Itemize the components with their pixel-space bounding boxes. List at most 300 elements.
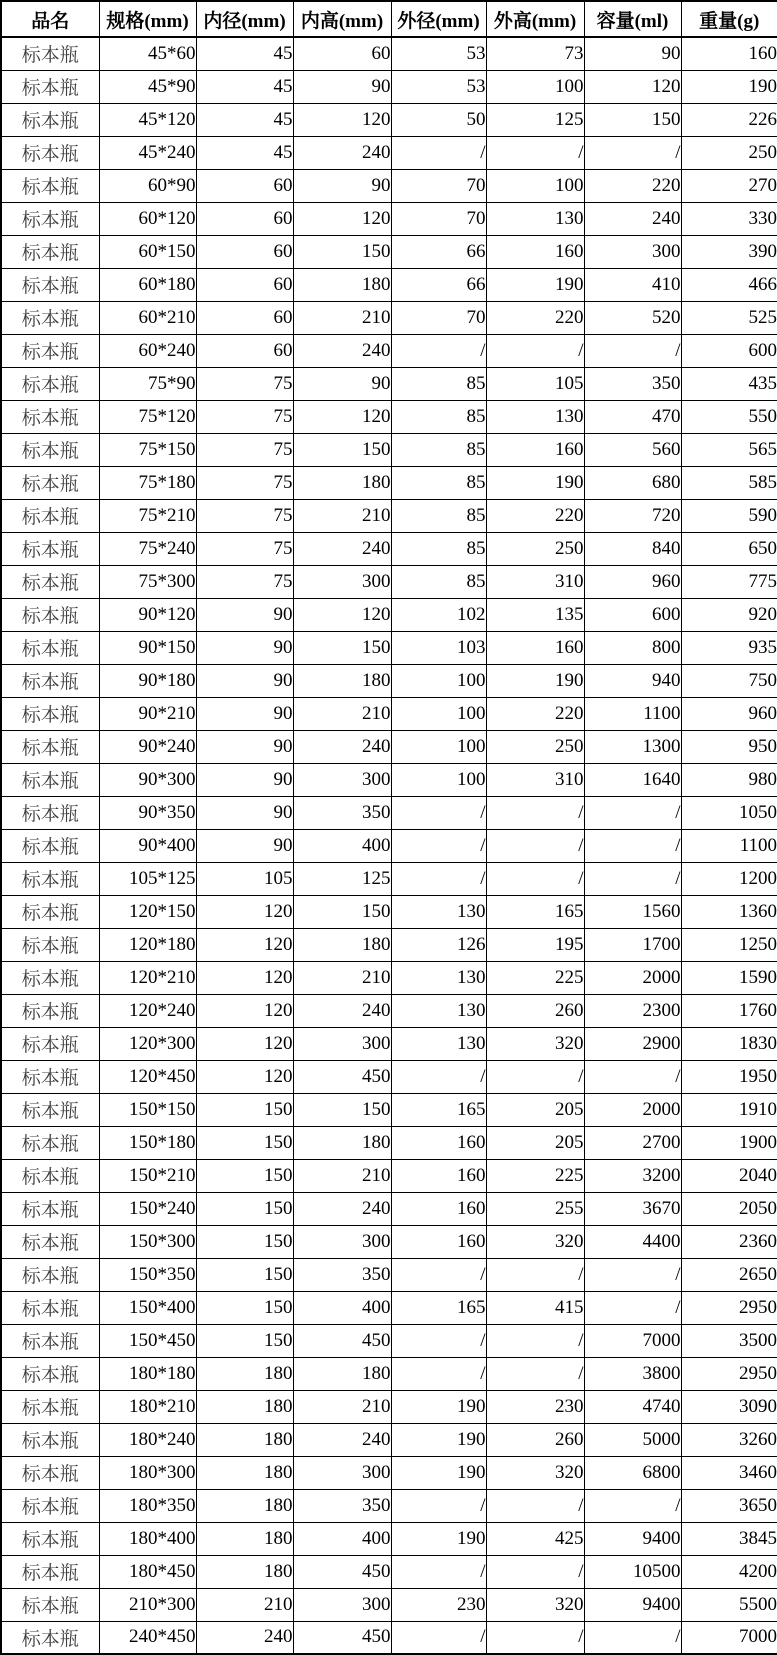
table-cell: 180	[196, 1489, 293, 1522]
table-cell: 680	[584, 466, 681, 499]
table-cell: 210	[293, 1159, 391, 1192]
table-cell: 60	[196, 202, 293, 235]
table-cell: 310	[486, 763, 584, 796]
table-row	[1, 1192, 777, 1225]
table-row	[1, 1324, 777, 1357]
table-cell: 240	[196, 1621, 293, 1654]
product-name-cell: 标本瓶	[1, 1555, 99, 1588]
table-row	[1, 202, 777, 235]
table-cell: 300	[293, 1225, 391, 1258]
table-cell: 2000	[584, 961, 681, 994]
table-cell: /	[486, 1324, 584, 1357]
table-cell: /	[486, 1357, 584, 1390]
table-cell: 650	[681, 532, 777, 565]
table-cell: 1360	[681, 895, 777, 928]
table-cell: 90*400	[99, 829, 196, 862]
table-cell: 1700	[584, 928, 681, 961]
table-row	[1, 136, 777, 169]
table-cell: 180	[196, 1423, 293, 1456]
table-cell: 240	[293, 532, 391, 565]
table-cell: 180	[196, 1390, 293, 1423]
table-cell: 180	[196, 1456, 293, 1489]
table-cell: 350	[293, 1489, 391, 1522]
table-cell: 250	[486, 532, 584, 565]
table-cell: /	[391, 136, 486, 169]
table-cell: 60	[196, 334, 293, 367]
table-cell: 435	[681, 367, 777, 400]
table-cell: 120	[196, 895, 293, 928]
table-cell: 1100	[681, 829, 777, 862]
table-row	[1, 994, 777, 1027]
product-name-cell: 标本瓶	[1, 301, 99, 334]
table-cell: 53	[391, 70, 486, 103]
table-cell: /	[584, 1621, 681, 1654]
table-cell: 210	[293, 697, 391, 730]
table-cell: /	[391, 1258, 486, 1291]
table-cell: 225	[486, 961, 584, 994]
table-cell: 85	[391, 499, 486, 532]
table-cell: 45	[196, 37, 293, 70]
table-cell: 230	[486, 1390, 584, 1423]
table-row	[1, 1522, 777, 1555]
table-row	[1, 1588, 777, 1621]
table-cell: 320	[486, 1027, 584, 1060]
table-cell: 190	[486, 466, 584, 499]
table-cell: 220	[486, 301, 584, 334]
table-cell: 1200	[681, 862, 777, 895]
table-cell: 60*240	[99, 334, 196, 367]
table-cell: 2700	[584, 1126, 681, 1159]
table-cell: 160	[391, 1126, 486, 1159]
table-cell: 60	[196, 169, 293, 202]
table-cell: 60	[196, 235, 293, 268]
table-cell: 600	[584, 598, 681, 631]
table-cell: 520	[584, 301, 681, 334]
table-row	[1, 1621, 777, 1654]
table-cell: 90	[196, 697, 293, 730]
table-cell: 90*240	[99, 730, 196, 763]
table-row	[1, 400, 777, 433]
table-cell: 220	[584, 169, 681, 202]
table-cell: 240	[584, 202, 681, 235]
table-cell: 250	[486, 730, 584, 763]
product-name-cell: 标本瓶	[1, 1192, 99, 1225]
table-cell: 90*150	[99, 631, 196, 664]
table-row	[1, 301, 777, 334]
table-cell: 220	[486, 499, 584, 532]
table-cell: 260	[486, 994, 584, 1027]
table-cell: 105	[486, 367, 584, 400]
table-cell: 150	[293, 631, 391, 664]
table-cell: 590	[681, 499, 777, 532]
table-cell: 160	[391, 1159, 486, 1192]
table-cell: 240	[293, 334, 391, 367]
table-cell: 260	[486, 1423, 584, 1456]
table-cell: 400	[293, 1291, 391, 1324]
table-cell: 120	[293, 400, 391, 433]
table-cell: 350	[584, 367, 681, 400]
table-cell: 60*150	[99, 235, 196, 268]
table-cell: 150	[196, 1126, 293, 1159]
product-name-cell: 标本瓶	[1, 433, 99, 466]
table-row	[1, 1555, 777, 1588]
table-cell: 100	[391, 697, 486, 730]
table-cell: 3650	[681, 1489, 777, 1522]
table-cell: 450	[293, 1621, 391, 1654]
table-row	[1, 730, 777, 763]
table-cell: 150*300	[99, 1225, 196, 1258]
table-row	[1, 1060, 777, 1093]
product-name-cell: 标本瓶	[1, 994, 99, 1027]
table-cell: 70	[391, 202, 486, 235]
table-cell: 1590	[681, 961, 777, 994]
product-name-cell: 标本瓶	[1, 862, 99, 895]
table-row	[1, 334, 777, 367]
table-cell: 10500	[584, 1555, 681, 1588]
table-cell: 2360	[681, 1225, 777, 1258]
product-name-cell: 标本瓶	[1, 1225, 99, 1258]
table-cell: 935	[681, 631, 777, 664]
table-row	[1, 1093, 777, 1126]
product-name-cell: 标本瓶	[1, 1621, 99, 1654]
table-row	[1, 37, 777, 70]
table-cell: 130	[391, 961, 486, 994]
table-cell: 90	[196, 730, 293, 763]
table-cell: 2300	[584, 994, 681, 1027]
table-cell: 75	[196, 367, 293, 400]
table-row	[1, 697, 777, 730]
product-name-cell: 标本瓶	[1, 136, 99, 169]
table-cell: /	[584, 334, 681, 367]
table-row	[1, 103, 777, 136]
product-name-cell: 标本瓶	[1, 1258, 99, 1291]
table-row	[1, 763, 777, 796]
table-cell: 225	[486, 1159, 584, 1192]
table-cell: 150	[293, 895, 391, 928]
column-header-4: 外径(mm)	[391, 1, 486, 37]
table-cell: 75	[196, 433, 293, 466]
table-cell: 180	[293, 268, 391, 301]
column-header-3: 内高(mm)	[293, 1, 391, 37]
table-cell: /	[486, 334, 584, 367]
table-cell: 120	[584, 70, 681, 103]
table-cell: 75	[196, 499, 293, 532]
table-cell: 180*210	[99, 1390, 196, 1423]
product-name-cell: 标本瓶	[1, 268, 99, 301]
table-cell: 160	[486, 433, 584, 466]
table-cell: 90*180	[99, 664, 196, 697]
table-cell: 90*210	[99, 697, 196, 730]
table-cell: 150*450	[99, 1324, 196, 1357]
table-cell: /	[391, 1555, 486, 1588]
product-name-cell: 标本瓶	[1, 928, 99, 961]
table-row	[1, 1489, 777, 1522]
table-cell: 980	[681, 763, 777, 796]
table-cell: 190	[486, 664, 584, 697]
table-cell: 130	[391, 994, 486, 1027]
product-name-cell: 标本瓶	[1, 37, 99, 70]
table-cell: 120	[196, 928, 293, 961]
table-row	[1, 631, 777, 664]
table-cell: 90	[196, 664, 293, 697]
table-body	[1, 37, 777, 1654]
table-cell: /	[486, 862, 584, 895]
table-cell: 120*300	[99, 1027, 196, 1060]
table-row	[1, 598, 777, 631]
table-row	[1, 169, 777, 202]
table-cell: 180*180	[99, 1357, 196, 1390]
product-name-cell: 标本瓶	[1, 1126, 99, 1159]
table-cell: 210	[293, 1390, 391, 1423]
table-cell: 210	[293, 301, 391, 334]
product-name-cell: 标本瓶	[1, 1588, 99, 1621]
table-cell: 102	[391, 598, 486, 631]
table-cell: 230	[391, 1588, 486, 1621]
table-cell: 180*240	[99, 1423, 196, 1456]
table-cell: 150*150	[99, 1093, 196, 1126]
table-cell: 1100	[584, 697, 681, 730]
table-cell: 9400	[584, 1588, 681, 1621]
table-cell: 190	[681, 70, 777, 103]
table-cell: 210	[293, 499, 391, 532]
table-cell: 180	[196, 1357, 293, 1390]
table-cell: 190	[391, 1390, 486, 1423]
table-cell: /	[486, 1258, 584, 1291]
table-cell: 90	[196, 829, 293, 862]
table-cell: 7000	[584, 1324, 681, 1357]
table-cell: /	[486, 796, 584, 829]
table-cell: 2900	[584, 1027, 681, 1060]
table-row	[1, 664, 777, 697]
table-cell: /	[584, 829, 681, 862]
table-cell: 75*150	[99, 433, 196, 466]
table-cell: 960	[584, 565, 681, 598]
table-cell: 120	[293, 103, 391, 136]
product-name-cell: 标本瓶	[1, 1159, 99, 1192]
table-cell: 450	[293, 1555, 391, 1588]
table-cell: 3500	[681, 1324, 777, 1357]
table-cell: 66	[391, 268, 486, 301]
table-cell: 3800	[584, 1357, 681, 1390]
table-cell: 75*240	[99, 532, 196, 565]
product-name-cell: 标本瓶	[1, 664, 99, 697]
table-cell: 585	[681, 466, 777, 499]
table-cell: 210*300	[99, 1588, 196, 1621]
table-cell: 205	[486, 1093, 584, 1126]
table-cell: 720	[584, 499, 681, 532]
product-name-cell: 标本瓶	[1, 1093, 99, 1126]
table-cell: 2650	[681, 1258, 777, 1291]
header-row	[1, 1, 777, 37]
table-cell: 5500	[681, 1588, 777, 1621]
table-row	[1, 1390, 777, 1423]
table-cell: 150*400	[99, 1291, 196, 1324]
table-cell: 3670	[584, 1192, 681, 1225]
table-cell: 45*90	[99, 70, 196, 103]
table-cell: /	[486, 136, 584, 169]
table-cell: 53	[391, 37, 486, 70]
table-cell: /	[584, 1489, 681, 1522]
table-cell: 190	[486, 268, 584, 301]
table-cell: 2000	[584, 1093, 681, 1126]
table-cell: 165	[486, 895, 584, 928]
table-cell: 250	[681, 136, 777, 169]
table-cell: 3090	[681, 1390, 777, 1423]
product-name-cell: 标本瓶	[1, 763, 99, 796]
table-row	[1, 1291, 777, 1324]
table-cell: 950	[681, 730, 777, 763]
table-row	[1, 1456, 777, 1489]
table-cell: 940	[584, 664, 681, 697]
table-cell: 150*240	[99, 1192, 196, 1225]
table-cell: 1900	[681, 1126, 777, 1159]
table-cell: /	[391, 1060, 486, 1093]
table-cell: 3460	[681, 1456, 777, 1489]
table-cell: 45*60	[99, 37, 196, 70]
product-name-cell: 标本瓶	[1, 367, 99, 400]
table-cell: 120	[196, 961, 293, 994]
product-name-cell: 标本瓶	[1, 1060, 99, 1093]
table-cell: 4200	[681, 1555, 777, 1588]
table-cell: 45*120	[99, 103, 196, 136]
table-cell: 75*120	[99, 400, 196, 433]
product-name-cell: 标本瓶	[1, 598, 99, 631]
table-cell: 150	[196, 1192, 293, 1225]
table-cell: 1950	[681, 1060, 777, 1093]
product-name-cell: 标本瓶	[1, 466, 99, 499]
table-row	[1, 466, 777, 499]
table-cell: 210	[293, 961, 391, 994]
table-row	[1, 367, 777, 400]
table-cell: 226	[681, 103, 777, 136]
table-cell: 90	[293, 367, 391, 400]
product-name-cell: 标本瓶	[1, 1291, 99, 1324]
table-cell: 105*125	[99, 862, 196, 895]
table-cell: 350	[293, 796, 391, 829]
table-cell: 100	[486, 169, 584, 202]
product-name-cell: 标本瓶	[1, 895, 99, 928]
table-cell: 1760	[681, 994, 777, 1027]
table-cell: 103	[391, 631, 486, 664]
product-name-cell: 标本瓶	[1, 1324, 99, 1357]
table-cell: 9400	[584, 1522, 681, 1555]
table-cell: 70	[391, 301, 486, 334]
table-cell: 466	[681, 268, 777, 301]
table-cell: /	[584, 796, 681, 829]
table-cell: 100	[391, 730, 486, 763]
table-cell: /	[391, 862, 486, 895]
table-cell: 75*180	[99, 466, 196, 499]
table-cell: 470	[584, 400, 681, 433]
table-cell: 150*350	[99, 1258, 196, 1291]
product-name-cell: 标本瓶	[1, 1357, 99, 1390]
table-cell: 300	[293, 763, 391, 796]
table-cell: 3845	[681, 1522, 777, 1555]
table-cell: 85	[391, 565, 486, 598]
table-cell: 300	[293, 565, 391, 598]
table-cell: 45	[196, 136, 293, 169]
table-cell: 550	[681, 400, 777, 433]
table-row	[1, 1225, 777, 1258]
product-name-cell: 标本瓶	[1, 1522, 99, 1555]
table-cell: 6800	[584, 1456, 681, 1489]
table-cell: 180	[196, 1522, 293, 1555]
table-cell: 1830	[681, 1027, 777, 1060]
table-cell: 525	[681, 301, 777, 334]
table-cell: 120	[196, 1027, 293, 1060]
table-cell: /	[391, 829, 486, 862]
table-cell: 120*150	[99, 895, 196, 928]
table-cell: 180	[293, 664, 391, 697]
table-cell: 425	[486, 1522, 584, 1555]
table-row	[1, 1258, 777, 1291]
table-cell: 180*350	[99, 1489, 196, 1522]
table-cell: 150	[196, 1159, 293, 1192]
table-row	[1, 235, 777, 268]
table-cell: 600	[681, 334, 777, 367]
table-cell: 240	[293, 730, 391, 763]
table-cell: 920	[681, 598, 777, 631]
table-cell: 90	[196, 598, 293, 631]
table-cell: /	[486, 1555, 584, 1588]
table-cell: 150	[196, 1291, 293, 1324]
table-cell: 125	[293, 862, 391, 895]
table-cell: 800	[584, 631, 681, 664]
table-cell: 60*210	[99, 301, 196, 334]
column-header-0: 品名	[1, 1, 99, 37]
table-cell: 160	[391, 1225, 486, 1258]
table-cell: 120	[196, 1060, 293, 1093]
product-name-cell: 标本瓶	[1, 631, 99, 664]
table-cell: 300	[293, 1456, 391, 1489]
table-cell: 90*350	[99, 796, 196, 829]
table-row	[1, 961, 777, 994]
table-cell: 2950	[681, 1291, 777, 1324]
table-cell: 70	[391, 169, 486, 202]
table-cell: 750	[681, 664, 777, 697]
table-cell: 75	[196, 400, 293, 433]
table-cell: 90	[196, 796, 293, 829]
table-cell: 310	[486, 565, 584, 598]
table-cell: 2050	[681, 1192, 777, 1225]
table-cell: 90	[293, 70, 391, 103]
table-cell: /	[391, 796, 486, 829]
table-cell: 415	[486, 1291, 584, 1324]
table-row	[1, 829, 777, 862]
table-cell: 775	[681, 565, 777, 598]
table-cell: 150	[196, 1093, 293, 1126]
table-cell: 190	[391, 1522, 486, 1555]
table-cell: 66	[391, 235, 486, 268]
table-cell: /	[486, 1060, 584, 1093]
table-cell: 150*210	[99, 1159, 196, 1192]
product-name-cell: 标本瓶	[1, 103, 99, 136]
table-cell: /	[584, 136, 681, 169]
table-cell: 320	[486, 1456, 584, 1489]
table-cell: 130	[486, 202, 584, 235]
table-cell: 120*210	[99, 961, 196, 994]
table-cell: 160	[486, 631, 584, 664]
table-cell: 165	[391, 1291, 486, 1324]
table-cell: 840	[584, 532, 681, 565]
table-cell: 100	[391, 763, 486, 796]
table-row	[1, 433, 777, 466]
table-cell: 5000	[584, 1423, 681, 1456]
table-cell: 1640	[584, 763, 681, 796]
product-name-cell: 标本瓶	[1, 796, 99, 829]
table-row	[1, 928, 777, 961]
table-cell: 1300	[584, 730, 681, 763]
